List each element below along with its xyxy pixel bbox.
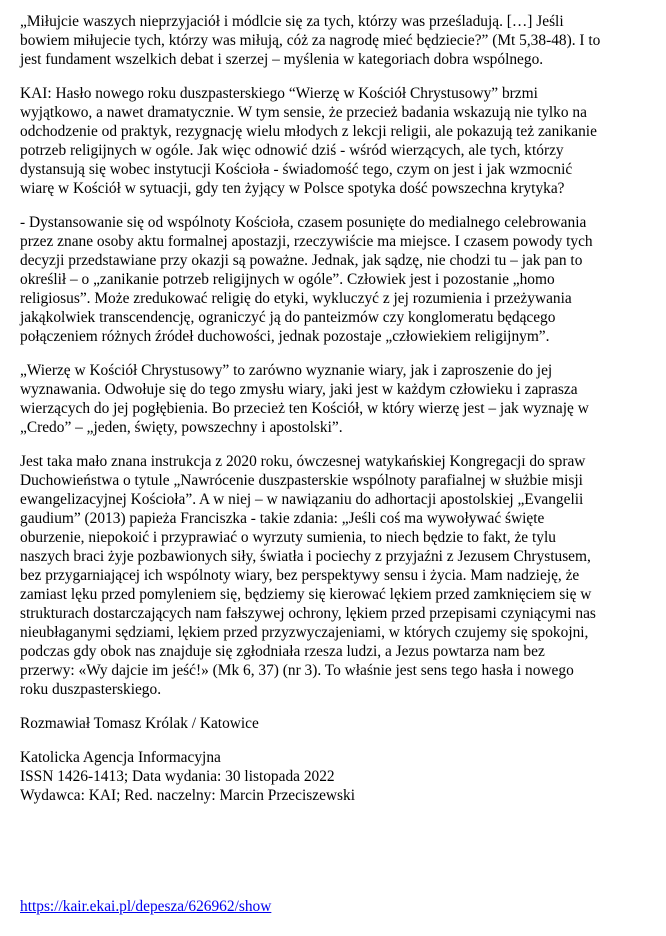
paragraph-answer-1: - Dystansowanie się od wspólnoty Kościoła, czasem posunięte do medialnego celebrowania przez znane osoby aktu formalnej apostazji, rzeczywiście ma miejsce. I czasem powody tych decyzji przedstawiane przy okazji są poważne. Jednak, jak sądzę, nie chodzi tu – jak pan to określił – o „zanikanie potrzeb religijnych w ogóle”. Człowiek jest i pozostanie „homo religiosus”. Może zredukować religię do etyki, wykluczyć z jej rozumienia i przeżywania jakąkolwiek transcendencję, ograniczyć ją do panteizmów czy konglomeratu będącego połączeniem różnych źródeł duchowości, jednak pozostaje „człowiekiem religijnym”. [20, 214, 593, 345]
agency-name: Katolicka Agencja Informacyjna [20, 749, 221, 766]
publisher-info: Wydawca: KAI; Red. naczelny: Marcin Przeciszewski [20, 787, 355, 804]
paragraph-answer-2: „Wierzę w Kościół Chrystusowy” to zarówno wyznanie wiary, jak i zaproszenie do jej wyznawania. Odwołuje się do tego zmysłu wiary, jaki jest w każdym człowieku i zaprasza wierzących do jej pogłębienia. Bo przecież ten Kościół, w który wierzę jest – jak wyznaję w „Credo” – „jeden, święty, powszechny i apostolski”. [20, 362, 589, 436]
paragraph-question: KAI: Hasło nowego roku duszpasterskiego “Wierzę w Kościół Chrystusowy” brzmi wyjątkowo, a nawet dramatycznie. W tym sensie, że przecież badania wskazują nie tylko na odchodzenie od praktyk, rezygnację wielu młodych z lekcji religii, ale pokazują też zanikanie potrzeb religijnych w ogóle. Jak więc odnowić dziś - wśród wierzących, ale tych, którzy dystansują się wobec instytucji Kościoła - świadomość tego, czym on jest i jak wzmocnić wiarę w Kościół w sytuacji, gdy ten żyjący w Polsce spotyka dość powszechna krytyka? [20, 85, 597, 197]
issn-and-date: ISSN 1426-1413; Data wydania: 30 listopada 2022 [20, 768, 335, 785]
paragraph-answer-3: Jest taka mało znana instrukcja z 2020 roku, ówczesnej watykańskiej Kongregacji do spraw Duchowieństwa o tytule „Nawrócenie duszpasterskie wspólnoty parafialnej w służbie misji ewangelizacyjnej Kościoła”. A w niej – w nawiązaniu do adhortacji apostolskiej „Evangelii gaudium” (2013) papieża Franciszka - takie zdania: „Jeśli coś ma wywoływać święte oburzenie, niepokoić i przyprawiać o wyrzuty sumienia, to niech będzie to fakt, że tylu naszych braci żyje pozbawionych siły, światła i pociechy z przyjaźni z Jezusem Chrystusem, bez przygarniającej ich wspólnoty wiary, bez perspektywy sensu i życia. Mam nadzieję, że zamiast lęku przed pomyleniem się, będziemy się kierować lękiem przed zamknięciem się w strukturach dostarczających nam fałszywej ochrony, lękiem przed przepisami czyniącymi nas nieubłaganymi sędziami, lękiem przed przyzwyczajeniami, w których czujemy się spokojni, podczas gdy obok nas znajduje się zgłodniała rzesza ludzi, a Jezus powtarza nam bez przerwy: «Wy dajcie im jeść!» (Mk 6, 37) (nr 3). To właśnie jest sens tego hasła i nowego roku duszpasterskiego. [20, 453, 596, 698]
source-link[interactable]: https://kair.ekai.pl/depesza/626962/show [20, 898, 272, 915]
article-body [20, 12, 656, 820]
paragraph-quote: „Miłujcie waszych nieprzyjaciół i módlcie się za tych, którzy was prześladują. […] Jeśli bowiem miłujecie tych, którzy was miłują, cóż za nagrodę mieć będziecie?” (Mt 5,38-48). I to jest fundament wszelkich debat i szerzej – myślenia w kategoriach dobra wspólnego. [20, 13, 601, 68]
publication-footer [20, 748, 656, 805]
interviewer-credit: Rozmawiał Tomasz Królak / Katowice [20, 715, 259, 732]
